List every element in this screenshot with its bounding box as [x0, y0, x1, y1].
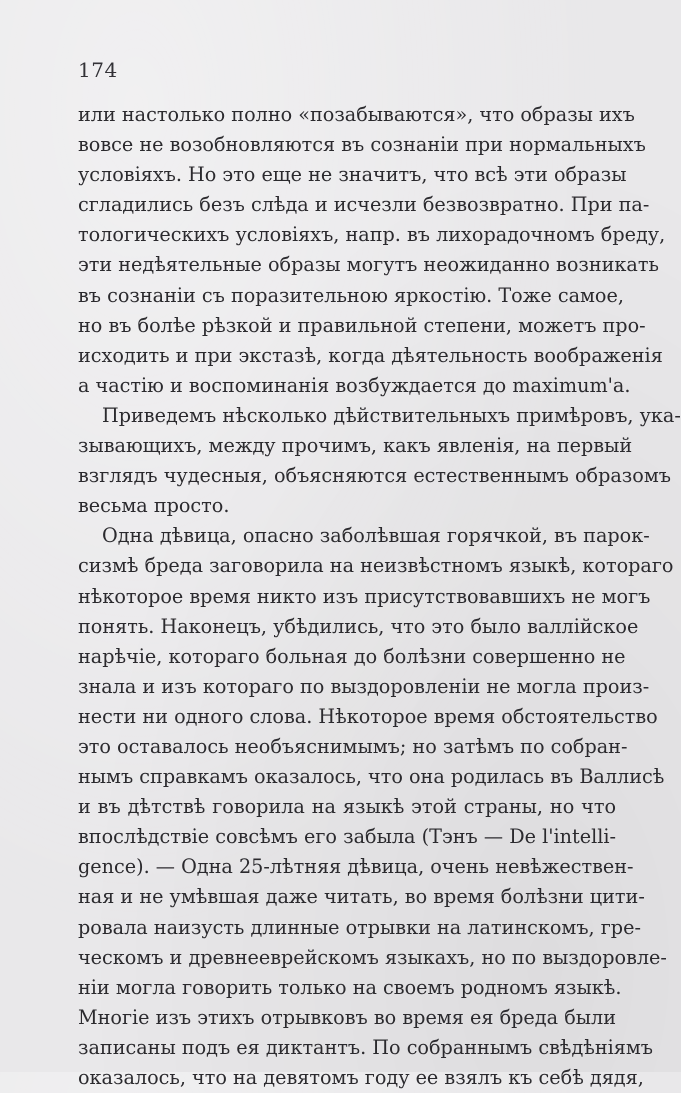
text-line: записаны подъ ея диктантъ. По собраннымъ свѣдѣніямъ — [78, 1035, 654, 1059]
text-line: тологическихъ условіяхъ, напр. въ лихорадочномъ бреду, — [78, 223, 666, 247]
text-line: эти недѣятельные образы могутъ неожиданно возникать — [78, 253, 659, 277]
text-line: сгладились безъ слѣда и исчезли безвозвратно. При па- — [78, 193, 650, 217]
text-line: а частію и воспоминанія возбуждается до maximum'а. — [78, 373, 631, 397]
text-line: взглядъ чудесныя, объясняются естественнымъ образомъ — [78, 464, 671, 488]
text-line: условіяхъ. Но это еще не значитъ, что всѣ эти образы — [78, 163, 627, 187]
text-line: исходить и при экстазѣ, когда дѣятельность воображенія — [78, 343, 663, 367]
text-line: ная и не умѣвшая даже читать, во время болѣзни цити- — [78, 885, 645, 909]
text-line: оказалось, что на девятомъ году ее взялъ къ себѣ дядя, — [78, 1066, 644, 1089]
text-line: зывающихъ, между прочимъ, какъ явленія, на первый — [78, 434, 633, 458]
text-line: понять. Наконецъ, убѣдились, что это было валлійское — [78, 614, 639, 638]
text-line: вовсе не возобновляются въ сознаніи при нормальныхъ — [78, 133, 646, 157]
text-line: ческомъ и древнееврейскомъ языкахъ, но по выздоровле- — [78, 945, 667, 969]
text-line: и въ дѣтствѣ говорила на языкѣ этой страны, но что — [78, 795, 616, 819]
text-line: это оставалось необъяснимымъ; но затѣмъ по собран- — [78, 734, 628, 758]
text-line: или настолько полно «позабываются», что образы ихъ — [78, 103, 635, 126]
text-line: ніи могла говорить только на своемъ родномъ языкѣ. — [78, 975, 622, 999]
text-line: весьма просто. — [78, 494, 230, 518]
text-line: gence). — Одна 25-лѣтняя дѣвица, очень невѣжествен- — [78, 855, 634, 879]
body-text — [78, 100, 681, 1093]
text-line: сизмѣ бреда заговорила на неизвѣстномъ языкѣ, котораго — [78, 554, 674, 578]
text-line: нести ни одного слова. Нѣкоторое время обстоятельство — [78, 704, 658, 728]
text-line: знала и изъ котораго по выздоровленіи не могла произ- — [78, 674, 650, 698]
text-line: нарѣчіе, котораго больная до болѣзни совершенно не — [78, 644, 626, 668]
paragraph-start-line: Одна дѣвица, опасно заболѣвшая горячкой, въ парок- — [102, 524, 650, 548]
paragraph-start-line: Приведемъ нѣсколько дѣйствительныхъ примѣровъ, ука- — [102, 403, 681, 427]
page-number: 174 — [78, 58, 118, 82]
text-line: нѣкоторое время никто изъ присутствовавшихъ не могъ — [78, 584, 651, 608]
text-line: нымъ справкамъ оказалось, что она родилась въ Валлисѣ — [78, 765, 665, 789]
text-line: но въ болѣе рѣзкой и правильной степени, можетъ про- — [78, 313, 646, 337]
text-line: Многіе изъ этихъ отрывковъ во время ея бреда были — [78, 1005, 616, 1029]
text-line: ровала наизусть длинные отрывки на латинскомъ, гре- — [78, 915, 641, 939]
text-line: въ сознаніи съ поразительною яркостію. Тоже самое, — [78, 283, 624, 307]
text-line: впослѣдствіе совсѣмъ его забыла (Тэнъ — De l'intelli- — [78, 825, 616, 849]
